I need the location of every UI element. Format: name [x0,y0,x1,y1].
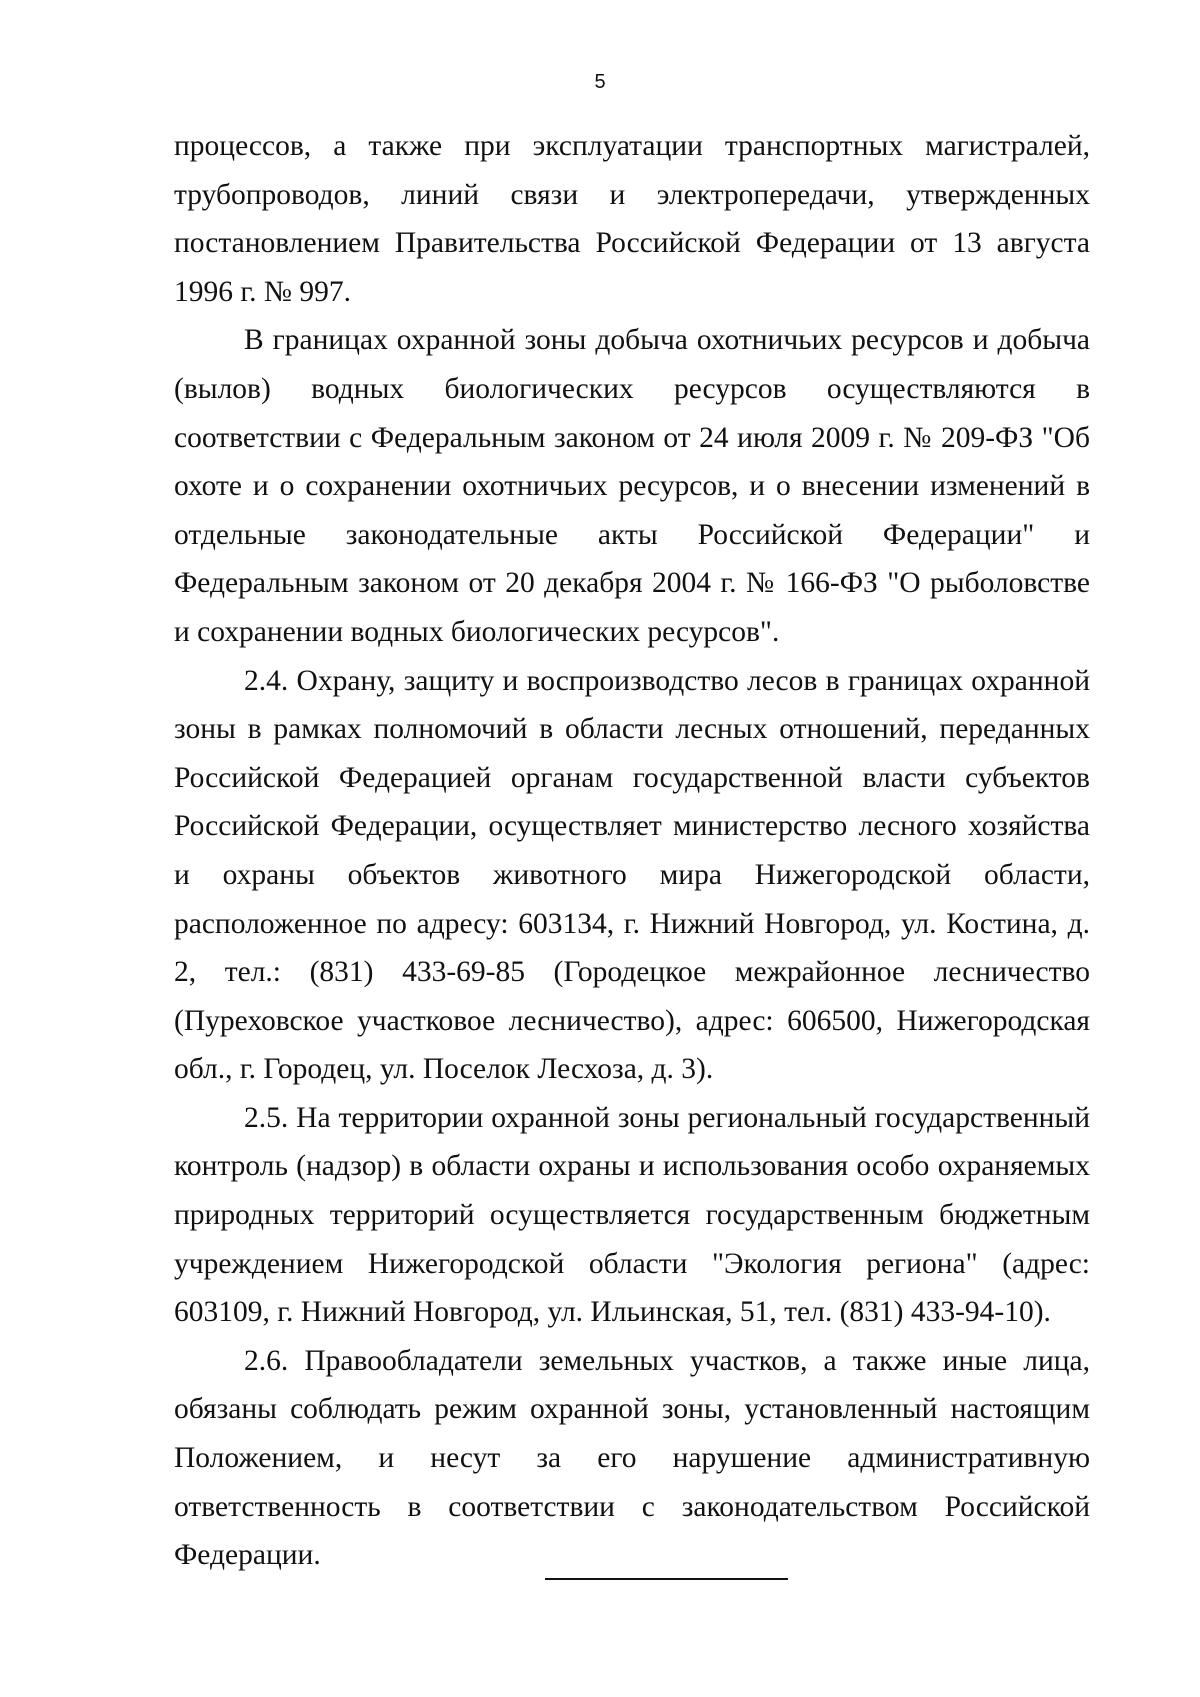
paragraph-2-4: 2.4. Охрану, защиту и воспроизводство лесов в границах охранной зоны в рамках полномочий в области лесных отношений, переданных Российской Федерацией органам государственной власти субъектов Российской Федерации, осуществляет министерство лесного хозяйства и охраны объектов животного мира Нижегородской области, расположенное по адресу: 603134, г. Нижний Новгород, ул. Костина, д. 2, тел.: (831) 433-69-85 (Городецкое межрайонное лесничество (Пуреховское участковое лесничество), адрес: 606500, Нижегородская обл., г. Городец, ул. Поселок Лесхоза, д. 3). [174,664,1090,1086]
end-of-document-rule [545,1578,788,1580]
document-body [174,122,1090,1580]
page-number: 5 [594,71,606,93]
paragraph-2-5: 2.5. На территории охранной зоны региональный государственный контроль (надзор) в области охраны и использования особо охраняемых природных территорий осуществляется государственным бюджетным учреждением Нижегородской области "Экология региона" (адрес: 603109, г. Нижний Новгород, ул. Ильинская, 51, тел. (831) 433-94-10). [174,1101,1090,1329]
paragraph-2-6: 2.6. Правообладатели земельных участков, а также иные лица, обязаны соблюдать режим охранной зоны, установленный настоящим Положением, и несут за его нарушение административную ответственность в соответствии с законодательством Российской Федерации. [174,1344,1090,1572]
paragraph-continuation: процессов, а также при эксплуатации транспортных магистралей, трубопроводов, линий связи и электропередачи, утвержденных постановлением Правительства Российской Федерации от 13 августа 1996 г. № 997. [174,130,1090,308]
paragraph-hunting-fishing: В границах охранной зоны добыча охотничьих ресурсов и добыча (вылов) водных биологических ресурсов осуществляются в соответствии с Федеральным законом от 24 июля 2009 г. № 209-ФЗ "Об охоте и о сохранении охотничьих ресурсов, и о внесении изменений в отдельные законодательные акты Российской Федерации" и Федеральным законом от 20 декабря 2004 г. № 166-ФЗ "О рыболовстве и сохранении водных биологических ресурсов". [174,324,1090,648]
